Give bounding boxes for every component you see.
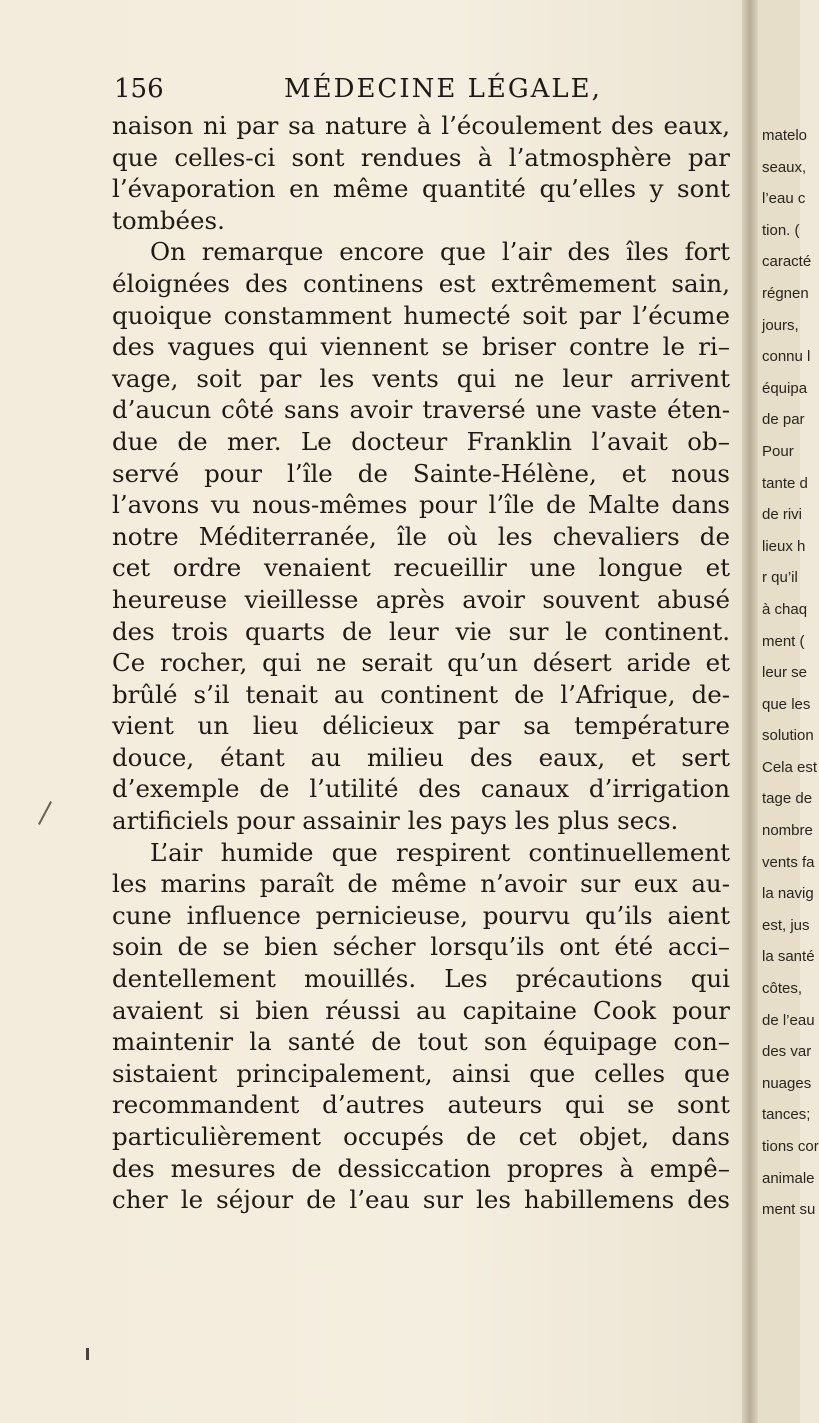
facing-page-fragment: à chaq <box>762 600 808 618</box>
text-line: artificiels pour assainir les pays les plus secs. <box>112 806 679 836</box>
facing-page-fragment: caracté <box>762 253 812 271</box>
text-line: quoique constamment humecté soit par l’écume <box>112 300 730 330</box>
text-line: douce, étant au milieu des eaux, et sert <box>112 742 730 772</box>
paragraph-3 <box>112 837 730 1216</box>
text-line: On remarque encore que l’air des îles fort <box>150 237 730 267</box>
text-line: heureuse vieillesse après avoir souvent abusé <box>112 584 730 614</box>
text-line: cet ordre venaient recueillir une longue et <box>112 553 730 583</box>
facing-page-fragment: seaux, <box>762 158 807 176</box>
facing-page-fragment: Pour <box>762 442 794 460</box>
facing-page-fragment: tances; <box>762 1106 811 1124</box>
margin-pencil-mark <box>38 801 52 825</box>
text-line: les marins paraît de même n’avoir sur eux au- <box>112 869 730 899</box>
text-line: avaient si bien réussi au capitaine Cook pour <box>112 995 730 1025</box>
text-line: des trois quarts de leur vie sur le continent. <box>112 616 730 646</box>
text-line: d’exemple de l’utilité des canaux d’irrigation <box>112 774 730 804</box>
facing-page-fragment: est, jus <box>762 916 810 934</box>
text-line: cher le séjour de l’eau sur les habillemens des <box>112 1185 730 1215</box>
text-line: sistaient principalement, ainsi que celles que <box>112 1058 730 1088</box>
text-line: éloignées des continens est extrêmement sain, <box>112 268 730 298</box>
facing-page-fragment: solution <box>762 727 814 745</box>
facing-page-fragment: lieux h <box>762 537 806 555</box>
facing-page-fragment: équipa <box>762 379 808 397</box>
facing-page-fragment: tion. ( <box>762 221 800 239</box>
facing-page-fragment: côtes, <box>762 980 803 998</box>
facing-page-fragment: que les <box>762 695 811 713</box>
facing-page-fragment: Cela est <box>762 758 818 776</box>
text-line: d’aucun côté sans avoir traversé une vaste éten- <box>112 395 730 425</box>
facing-page-fragment: jours, <box>762 316 799 334</box>
text-line: vient un lieu délicieux par sa température <box>112 711 730 741</box>
facing-page-fragment: r qu’il <box>762 569 798 587</box>
facing-page-fragment: l’eau c <box>762 190 806 208</box>
facing-page-fragment: nombre <box>762 822 813 840</box>
text-line: naison ni par sa nature à l’écoulement des eaux, <box>112 111 730 140</box>
facing-page-fragment: tante d <box>762 474 808 492</box>
facing-page-fragment: régnen <box>762 284 809 302</box>
running-title: MÉDECINE LÉGALE, <box>284 74 602 104</box>
facing-page-fragments <box>760 120 819 1226</box>
text-line: brûlé s’il tenait au continent de l’Afrique, de- <box>112 679 730 709</box>
text-line: l’avons vu nous-mêmes pour l’île de Malte dans <box>112 490 730 520</box>
facing-page-fragment: leur se <box>762 664 808 682</box>
page-header <box>114 74 674 110</box>
text-line: cune influence pernicieuse, pourvu qu’ils aient <box>112 900 730 930</box>
facing-page-fragment: ment ( <box>762 632 805 650</box>
body-text <box>112 110 730 1216</box>
text-line: maintenir la santé de tout son équipage con– <box>112 1027 730 1057</box>
facing-page-fragment: de par <box>762 411 805 429</box>
paragraph-1 <box>112 110 730 236</box>
facing-page-fragment: nuages <box>762 1074 812 1092</box>
facing-page-fragment: la santé <box>762 948 815 966</box>
stray-ink-mark <box>86 1348 89 1360</box>
text-line: des vagues qui viennent se briser contre le ri– <box>112 332 730 362</box>
paragraph-2 <box>112 236 730 836</box>
text-line: l’évaporation en même quantité qu’elles y sont <box>112 174 730 204</box>
facing-page-fragment: matelo <box>762 127 808 144</box>
facing-page-fragment: de rivi <box>762 506 803 524</box>
text-line: notre Méditerranée, île où les chevaliers de <box>112 521 730 551</box>
facing-page-fragment: tage de <box>762 790 813 808</box>
text-line: particulièrement occupés de cet objet, dans <box>112 1122 730 1151</box>
facing-page-fragment: de l’eau <box>762 1011 815 1029</box>
facing-page-fragment: la navig <box>762 885 814 903</box>
facing-page-edge <box>758 0 819 1423</box>
facing-page-fragment: vents fa <box>762 853 815 871</box>
text-line: dentellement mouillés. Les précautions qui <box>112 964 730 994</box>
book-gutter <box>742 0 758 1423</box>
text-line: L’air humide que respirent continuellement <box>150 837 730 867</box>
facing-page-fragment: des var <box>762 1043 812 1061</box>
text-line: recommandent d’autres auteurs qui se sont <box>112 1090 730 1120</box>
facing-page-fragment: animale <box>762 1169 815 1187</box>
text-line: servé pour l’île de Sainte-Hélène, et nous <box>112 458 730 488</box>
facing-page-fragment: tions cor <box>762 1138 819 1155</box>
facing-page-fragment: ment su <box>762 1201 816 1219</box>
text-line: due de mer. Le docteur Franklin l’avait ob– <box>112 426 730 456</box>
page-number: 156 <box>114 74 164 104</box>
text-line: tombées. <box>112 205 225 235</box>
text-line: soin de se bien sécher lorsqu’ils ont été acci– <box>112 932 730 962</box>
text-line: vage, soit par les vents qui ne leur arrivent <box>112 363 730 393</box>
text-line: Ce rocher, qui ne serait qu’un désert aride et <box>112 648 730 678</box>
facing-page-fragment: connu l <box>762 348 811 366</box>
text-line: des mesures de dessiccation propres à empê– <box>112 1153 730 1183</box>
text-line: que celles-ci sont rendues à l’atmosphère par <box>112 142 730 172</box>
